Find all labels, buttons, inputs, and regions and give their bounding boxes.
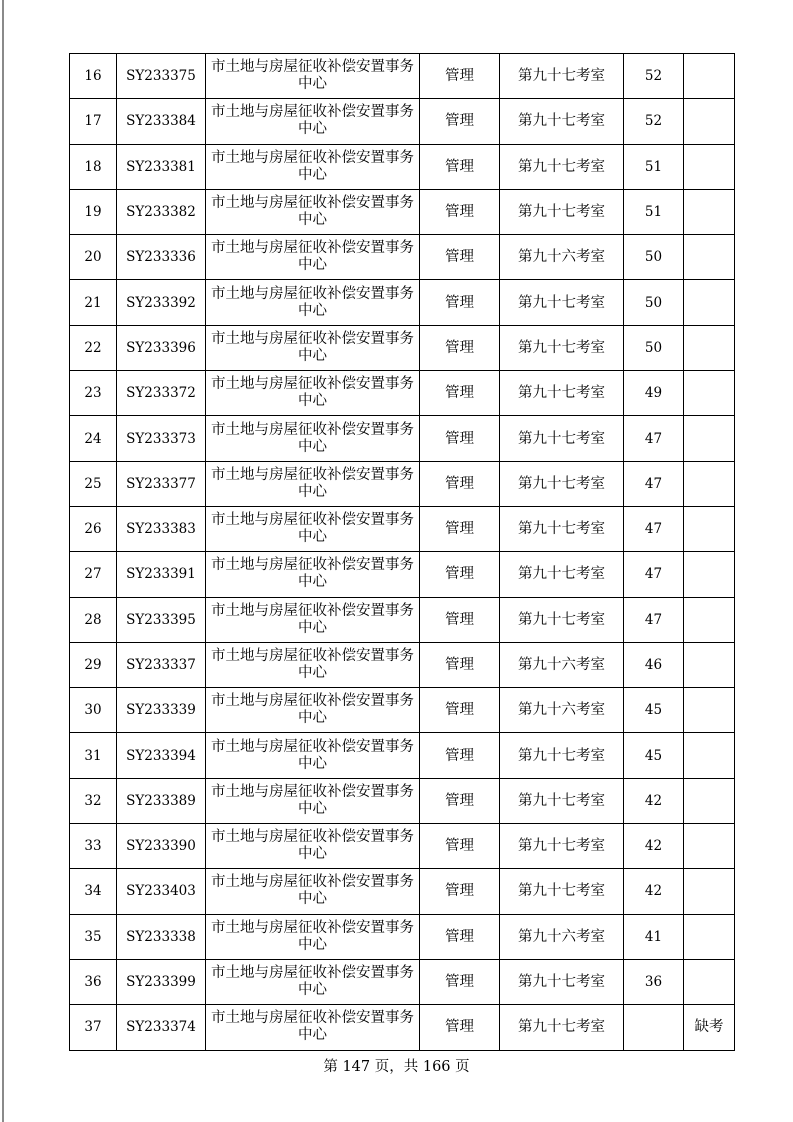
cell-unit-name: 市土地与房屋征收补偿安置事务中心 — [206, 506, 420, 551]
cell-position: 管理 — [420, 189, 500, 234]
cell-position: 管理 — [420, 552, 500, 597]
cell-note — [684, 778, 735, 823]
cell-note — [684, 733, 735, 778]
cell-exam-room: 第九十七考室 — [500, 325, 624, 370]
cell-seq-no: 37 — [70, 1005, 117, 1050]
cell-note — [684, 461, 735, 506]
cell-position: 管理 — [420, 99, 500, 144]
cell-score: 42 — [624, 824, 684, 869]
cell-note — [684, 325, 735, 370]
cell-score: 50 — [624, 325, 684, 370]
cell-unit-name: 市土地与房屋征收补偿安置事务中心 — [206, 189, 420, 234]
table-row — [70, 642, 735, 687]
cell-candidate-id: SY233391 — [117, 552, 206, 597]
cell-note — [684, 99, 735, 144]
cell-candidate-id: SY233389 — [117, 778, 206, 823]
cell-score: 51 — [624, 144, 684, 189]
cell-seq-no: 34 — [70, 869, 117, 914]
cell-note: 缺考 — [684, 1005, 735, 1050]
cell-unit-name: 市土地与房屋征收补偿安置事务中心 — [206, 54, 420, 99]
table-row — [70, 597, 735, 642]
cell-candidate-id: SY233377 — [117, 461, 206, 506]
cell-candidate-id: SY233381 — [117, 144, 206, 189]
cell-exam-room: 第九十七考室 — [500, 144, 624, 189]
table-row — [70, 688, 735, 733]
cell-unit-name: 市土地与房屋征收补偿安置事务中心 — [206, 1005, 420, 1050]
cell-exam-room: 第九十七考室 — [500, 280, 624, 325]
cell-unit-name: 市土地与房屋征收补偿安置事务中心 — [206, 914, 420, 959]
cell-position: 管理 — [420, 54, 500, 99]
cell-score: 51 — [624, 189, 684, 234]
cell-unit-name: 市土地与房屋征收补偿安置事务中心 — [206, 235, 420, 280]
cell-position: 管理 — [420, 597, 500, 642]
cell-position: 管理 — [420, 642, 500, 687]
cell-seq-no: 28 — [70, 597, 117, 642]
cell-position: 管理 — [420, 688, 500, 733]
table-row — [70, 914, 735, 959]
table-row — [70, 54, 735, 99]
cell-candidate-id: SY233396 — [117, 325, 206, 370]
table-row — [70, 280, 735, 325]
cell-seq-no: 31 — [70, 733, 117, 778]
cell-position: 管理 — [420, 235, 500, 280]
cell-note — [684, 235, 735, 280]
cell-exam-room: 第九十七考室 — [500, 371, 624, 416]
cell-score: 46 — [624, 642, 684, 687]
cell-candidate-id: SY233336 — [117, 235, 206, 280]
cell-score: 52 — [624, 99, 684, 144]
cell-unit-name: 市土地与房屋征收补偿安置事务中心 — [206, 824, 420, 869]
cell-score: 50 — [624, 280, 684, 325]
cell-position: 管理 — [420, 506, 500, 551]
cell-candidate-id: SY233375 — [117, 54, 206, 99]
cell-note — [684, 506, 735, 551]
table-row — [70, 552, 735, 597]
cell-note — [684, 959, 735, 1004]
cell-seq-no: 26 — [70, 506, 117, 551]
cell-candidate-id: SY233399 — [117, 959, 206, 1004]
cell-candidate-id: SY233390 — [117, 824, 206, 869]
table-row — [70, 461, 735, 506]
cell-position: 管理 — [420, 1005, 500, 1050]
cell-note — [684, 688, 735, 733]
cell-score: 47 — [624, 461, 684, 506]
cell-score: 36 — [624, 959, 684, 1004]
cell-exam-room: 第九十六考室 — [500, 235, 624, 280]
cell-position: 管理 — [420, 325, 500, 370]
cell-score: 42 — [624, 778, 684, 823]
table-row — [70, 325, 735, 370]
cell-unit-name: 市土地与房屋征收补偿安置事务中心 — [206, 325, 420, 370]
cell-score: 47 — [624, 552, 684, 597]
cell-position: 管理 — [420, 869, 500, 914]
cell-note — [684, 642, 735, 687]
cell-unit-name: 市土地与房屋征收补偿安置事务中心 — [206, 959, 420, 1004]
cell-position: 管理 — [420, 914, 500, 959]
table-row — [70, 506, 735, 551]
cell-unit-name: 市土地与房屋征收补偿安置事务中心 — [206, 869, 420, 914]
cell-seq-no: 36 — [70, 959, 117, 1004]
cell-note — [684, 914, 735, 959]
table-row — [70, 778, 735, 823]
cell-exam-room: 第九十七考室 — [500, 416, 624, 461]
cell-score: 41 — [624, 914, 684, 959]
cell-seq-no: 17 — [70, 99, 117, 144]
cell-score: 42 — [624, 869, 684, 914]
cell-candidate-id: SY233392 — [117, 280, 206, 325]
cell-score — [624, 1005, 684, 1050]
table-row — [70, 144, 735, 189]
page-footer: 第 147 页，共 166 页 — [323, 1059, 470, 1075]
cell-unit-name: 市土地与房屋征收补偿安置事务中心 — [206, 416, 420, 461]
cell-seq-no: 21 — [70, 280, 117, 325]
cell-position: 管理 — [420, 144, 500, 189]
cell-unit-name: 市土地与房屋征收补偿安置事务中心 — [206, 99, 420, 144]
cell-exam-room: 第九十七考室 — [500, 461, 624, 506]
cell-position: 管理 — [420, 280, 500, 325]
cell-note — [684, 280, 735, 325]
cell-position: 管理 — [420, 959, 500, 1004]
cell-unit-name: 市土地与房屋征收补偿安置事务中心 — [206, 733, 420, 778]
cell-candidate-id: SY233373 — [117, 416, 206, 461]
cell-unit-name: 市土地与房屋征收补偿安置事务中心 — [206, 280, 420, 325]
cell-exam-room: 第九十七考室 — [500, 1005, 624, 1050]
cell-exam-room: 第九十七考室 — [500, 54, 624, 99]
cell-candidate-id: SY233337 — [117, 642, 206, 687]
table-row — [70, 869, 735, 914]
cell-score: 49 — [624, 371, 684, 416]
cell-unit-name: 市土地与房屋征收补偿安置事务中心 — [206, 688, 420, 733]
cell-exam-room: 第九十七考室 — [500, 597, 624, 642]
cell-position: 管理 — [420, 824, 500, 869]
cell-seq-no: 22 — [70, 325, 117, 370]
cell-score: 52 — [624, 54, 684, 99]
cell-exam-room: 第九十七考室 — [500, 959, 624, 1004]
cell-score: 50 — [624, 235, 684, 280]
cell-seq-no: 19 — [70, 189, 117, 234]
cell-candidate-id: SY233372 — [117, 371, 206, 416]
cell-candidate-id: SY233338 — [117, 914, 206, 959]
cell-score: 45 — [624, 733, 684, 778]
cell-candidate-id: SY233395 — [117, 597, 206, 642]
table-row — [70, 959, 735, 1004]
cell-candidate-id: SY233394 — [117, 733, 206, 778]
cell-exam-room: 第九十七考室 — [500, 824, 624, 869]
cell-seq-no: 25 — [70, 461, 117, 506]
cell-unit-name: 市土地与房屋征收补偿安置事务中心 — [206, 597, 420, 642]
cell-seq-no: 33 — [70, 824, 117, 869]
table-row — [70, 733, 735, 778]
results-table-body — [70, 54, 735, 1051]
cell-score: 45 — [624, 688, 684, 733]
cell-candidate-id: SY233374 — [117, 1005, 206, 1050]
cell-unit-name: 市土地与房屋征收补偿安置事务中心 — [206, 371, 420, 416]
cell-exam-room: 第九十七考室 — [500, 552, 624, 597]
cell-seq-no: 20 — [70, 235, 117, 280]
cell-exam-room: 第九十七考室 — [500, 733, 624, 778]
table-row — [70, 1005, 735, 1050]
cell-score: 47 — [624, 506, 684, 551]
cell-seq-no: 29 — [70, 642, 117, 687]
cell-seq-no: 35 — [70, 914, 117, 959]
cell-exam-room: 第九十七考室 — [500, 99, 624, 144]
cell-unit-name: 市土地与房屋征收补偿安置事务中心 — [206, 778, 420, 823]
cell-candidate-id: SY233383 — [117, 506, 206, 551]
cell-note — [684, 869, 735, 914]
page-edge-line — [2, 0, 4, 1122]
cell-note — [684, 371, 735, 416]
cell-candidate-id: SY233339 — [117, 688, 206, 733]
cell-position: 管理 — [420, 416, 500, 461]
cell-position: 管理 — [420, 778, 500, 823]
cell-candidate-id: SY233384 — [117, 99, 206, 144]
cell-exam-room: 第九十六考室 — [500, 642, 624, 687]
cell-unit-name: 市土地与房屋征收补偿安置事务中心 — [206, 552, 420, 597]
table-row — [70, 371, 735, 416]
cell-seq-no: 30 — [70, 688, 117, 733]
cell-position: 管理 — [420, 733, 500, 778]
table-row — [70, 824, 735, 869]
cell-score: 47 — [624, 597, 684, 642]
cell-candidate-id: SY233382 — [117, 189, 206, 234]
table-row — [70, 99, 735, 144]
cell-seq-no: 32 — [70, 778, 117, 823]
table-row — [70, 416, 735, 461]
cell-exam-room: 第九十六考室 — [500, 688, 624, 733]
cell-note — [684, 189, 735, 234]
table-row — [70, 189, 735, 234]
cell-unit-name: 市土地与房屋征收补偿安置事务中心 — [206, 461, 420, 506]
cell-exam-room: 第九十七考室 — [500, 189, 624, 234]
cell-note — [684, 824, 735, 869]
results-table — [69, 53, 735, 1051]
cell-seq-no: 23 — [70, 371, 117, 416]
cell-exam-room: 第九十七考室 — [500, 869, 624, 914]
cell-seq-no: 24 — [70, 416, 117, 461]
cell-seq-no: 16 — [70, 54, 117, 99]
table-row — [70, 235, 735, 280]
cell-position: 管理 — [420, 461, 500, 506]
cell-note — [684, 54, 735, 99]
cell-note — [684, 416, 735, 461]
cell-unit-name: 市土地与房屋征收补偿安置事务中心 — [206, 642, 420, 687]
cell-seq-no: 18 — [70, 144, 117, 189]
cell-exam-room: 第九十六考室 — [500, 914, 624, 959]
cell-note — [684, 552, 735, 597]
cell-note — [684, 144, 735, 189]
cell-exam-room: 第九十七考室 — [500, 506, 624, 551]
cell-unit-name: 市土地与房屋征收补偿安置事务中心 — [206, 144, 420, 189]
cell-seq-no: 27 — [70, 552, 117, 597]
cell-exam-room: 第九十七考室 — [500, 778, 624, 823]
cell-note — [684, 597, 735, 642]
cell-candidate-id: SY233403 — [117, 869, 206, 914]
cell-score: 47 — [624, 416, 684, 461]
cell-position: 管理 — [420, 371, 500, 416]
